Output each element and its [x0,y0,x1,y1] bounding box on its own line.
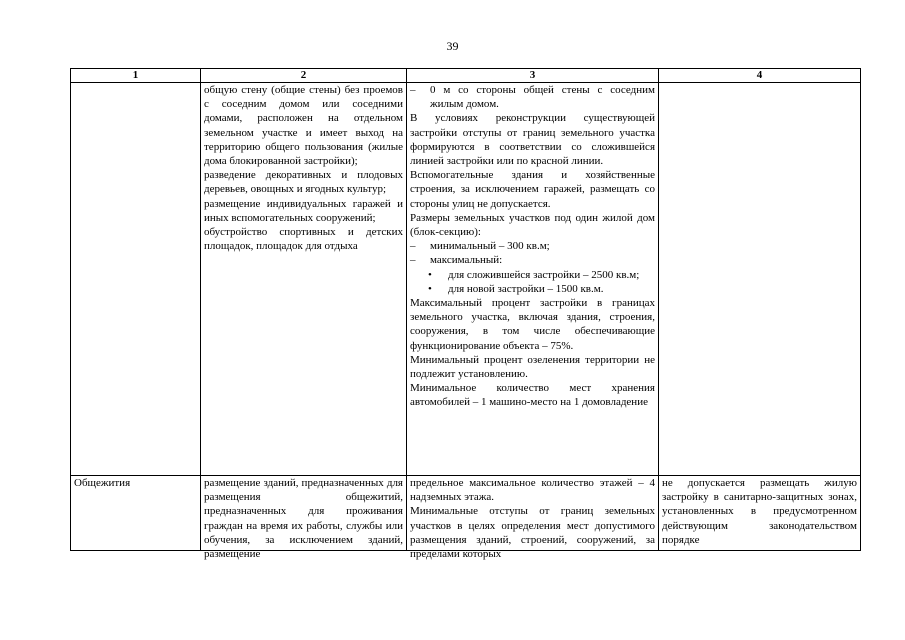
paragraph: В условиях реконструкции существующей застройки отступы от границ земельного участка формируются в соответствии со сложившейся линией застройки или по красной линии. [410,112,655,168]
cell-parameters [407,83,659,476]
paragraph: предельное максимальное количество этажей – 4 надземных этажа. [410,477,655,504]
use-item: обустройство спортивных и детских площадок, площадок для отдыха [204,226,403,253]
table-row [71,83,861,476]
cell-type-name: Общежития [71,476,201,551]
paragraph: Минимальный процент озеленения территории не подлежит установлению. [410,353,655,381]
bullet-list-item: • для новой застройки – 1500 кв.м. [428,282,604,295]
paragraph: Минимальное количество мест хранения автомобилей – 1 машино-место на 1 домовладение [410,382,655,409]
bullet-marker-icon: • [428,268,432,281]
cell-permitted-uses: размещение зданий, предназначенных для размещения общежитий, предназначенных для проживания граждан на время их работы, службы или обучения, за исключением зданий, размещение [201,476,407,551]
header-col-2: 2 [201,69,407,83]
paragraph: Максимальный процент застройки в границах земельного участка, включая здания, строения, сооружения, в том числе обеспечивающие функционирование объекта – 75%. [410,297,655,352]
cell-restrictions: не допускается размещать жилую застройку в санитарно-защитных зонах, установленных в предусмотренном действующим законодательством порядке [659,476,861,551]
table-row [71,476,861,551]
use-item: разведение декоративных и плодовых деревьев, овощных и ягодных культур; [204,169,403,196]
cell-restrictions [659,83,861,476]
dash-marker-icon: – [410,240,416,253]
use-item: общую стену (общие стены) без проемов с соседним домом или соседними домами, расположен на отдельном земельном участке и имеет выход на территорию общего пользования (жилые дома блокированной застройки); [204,84,403,168]
dash-marker-icon: – [410,254,416,267]
header-col-3: 3 [407,69,659,83]
paragraph: Вспомогательные здания и хозяйственные строения, за исключением гаражей, размещать со стороны улиц не допускается. [410,169,655,210]
bullet-marker-icon: • [428,282,432,295]
dash-list-item: – максимальный: [410,254,503,267]
use-item: размещение индивидуальных гаражей и иных вспомогательных сооружений; [204,197,403,224]
dash-marker-icon: – [410,84,416,96]
bullet-list-item: • для сложившейся застройки – 2500 кв.м; [428,268,640,281]
paragraph: Размеры земельных участков под один жилой дом (блок-секцию): [410,211,655,239]
cell-type-name [71,83,201,476]
dash-list-item: – минимальный – 300 кв.м; [410,240,550,253]
cell-parameters [407,476,659,561]
cell-permitted-uses [201,83,407,476]
dash-list-item: – 0 м со стороны общей стены с соседним жилым домом. [410,84,655,111]
page-number: 39 [446,39,459,53]
regulations-table [70,68,861,561]
header-col-4: 4 [659,69,861,83]
table-header-row [71,69,861,83]
header-col-1: 1 [71,69,201,83]
paragraph: Минимальные отступы от границ земельных участков в целях определения мест допустимого размещения зданий, строений, сооружений, за пределами которых [410,505,655,561]
